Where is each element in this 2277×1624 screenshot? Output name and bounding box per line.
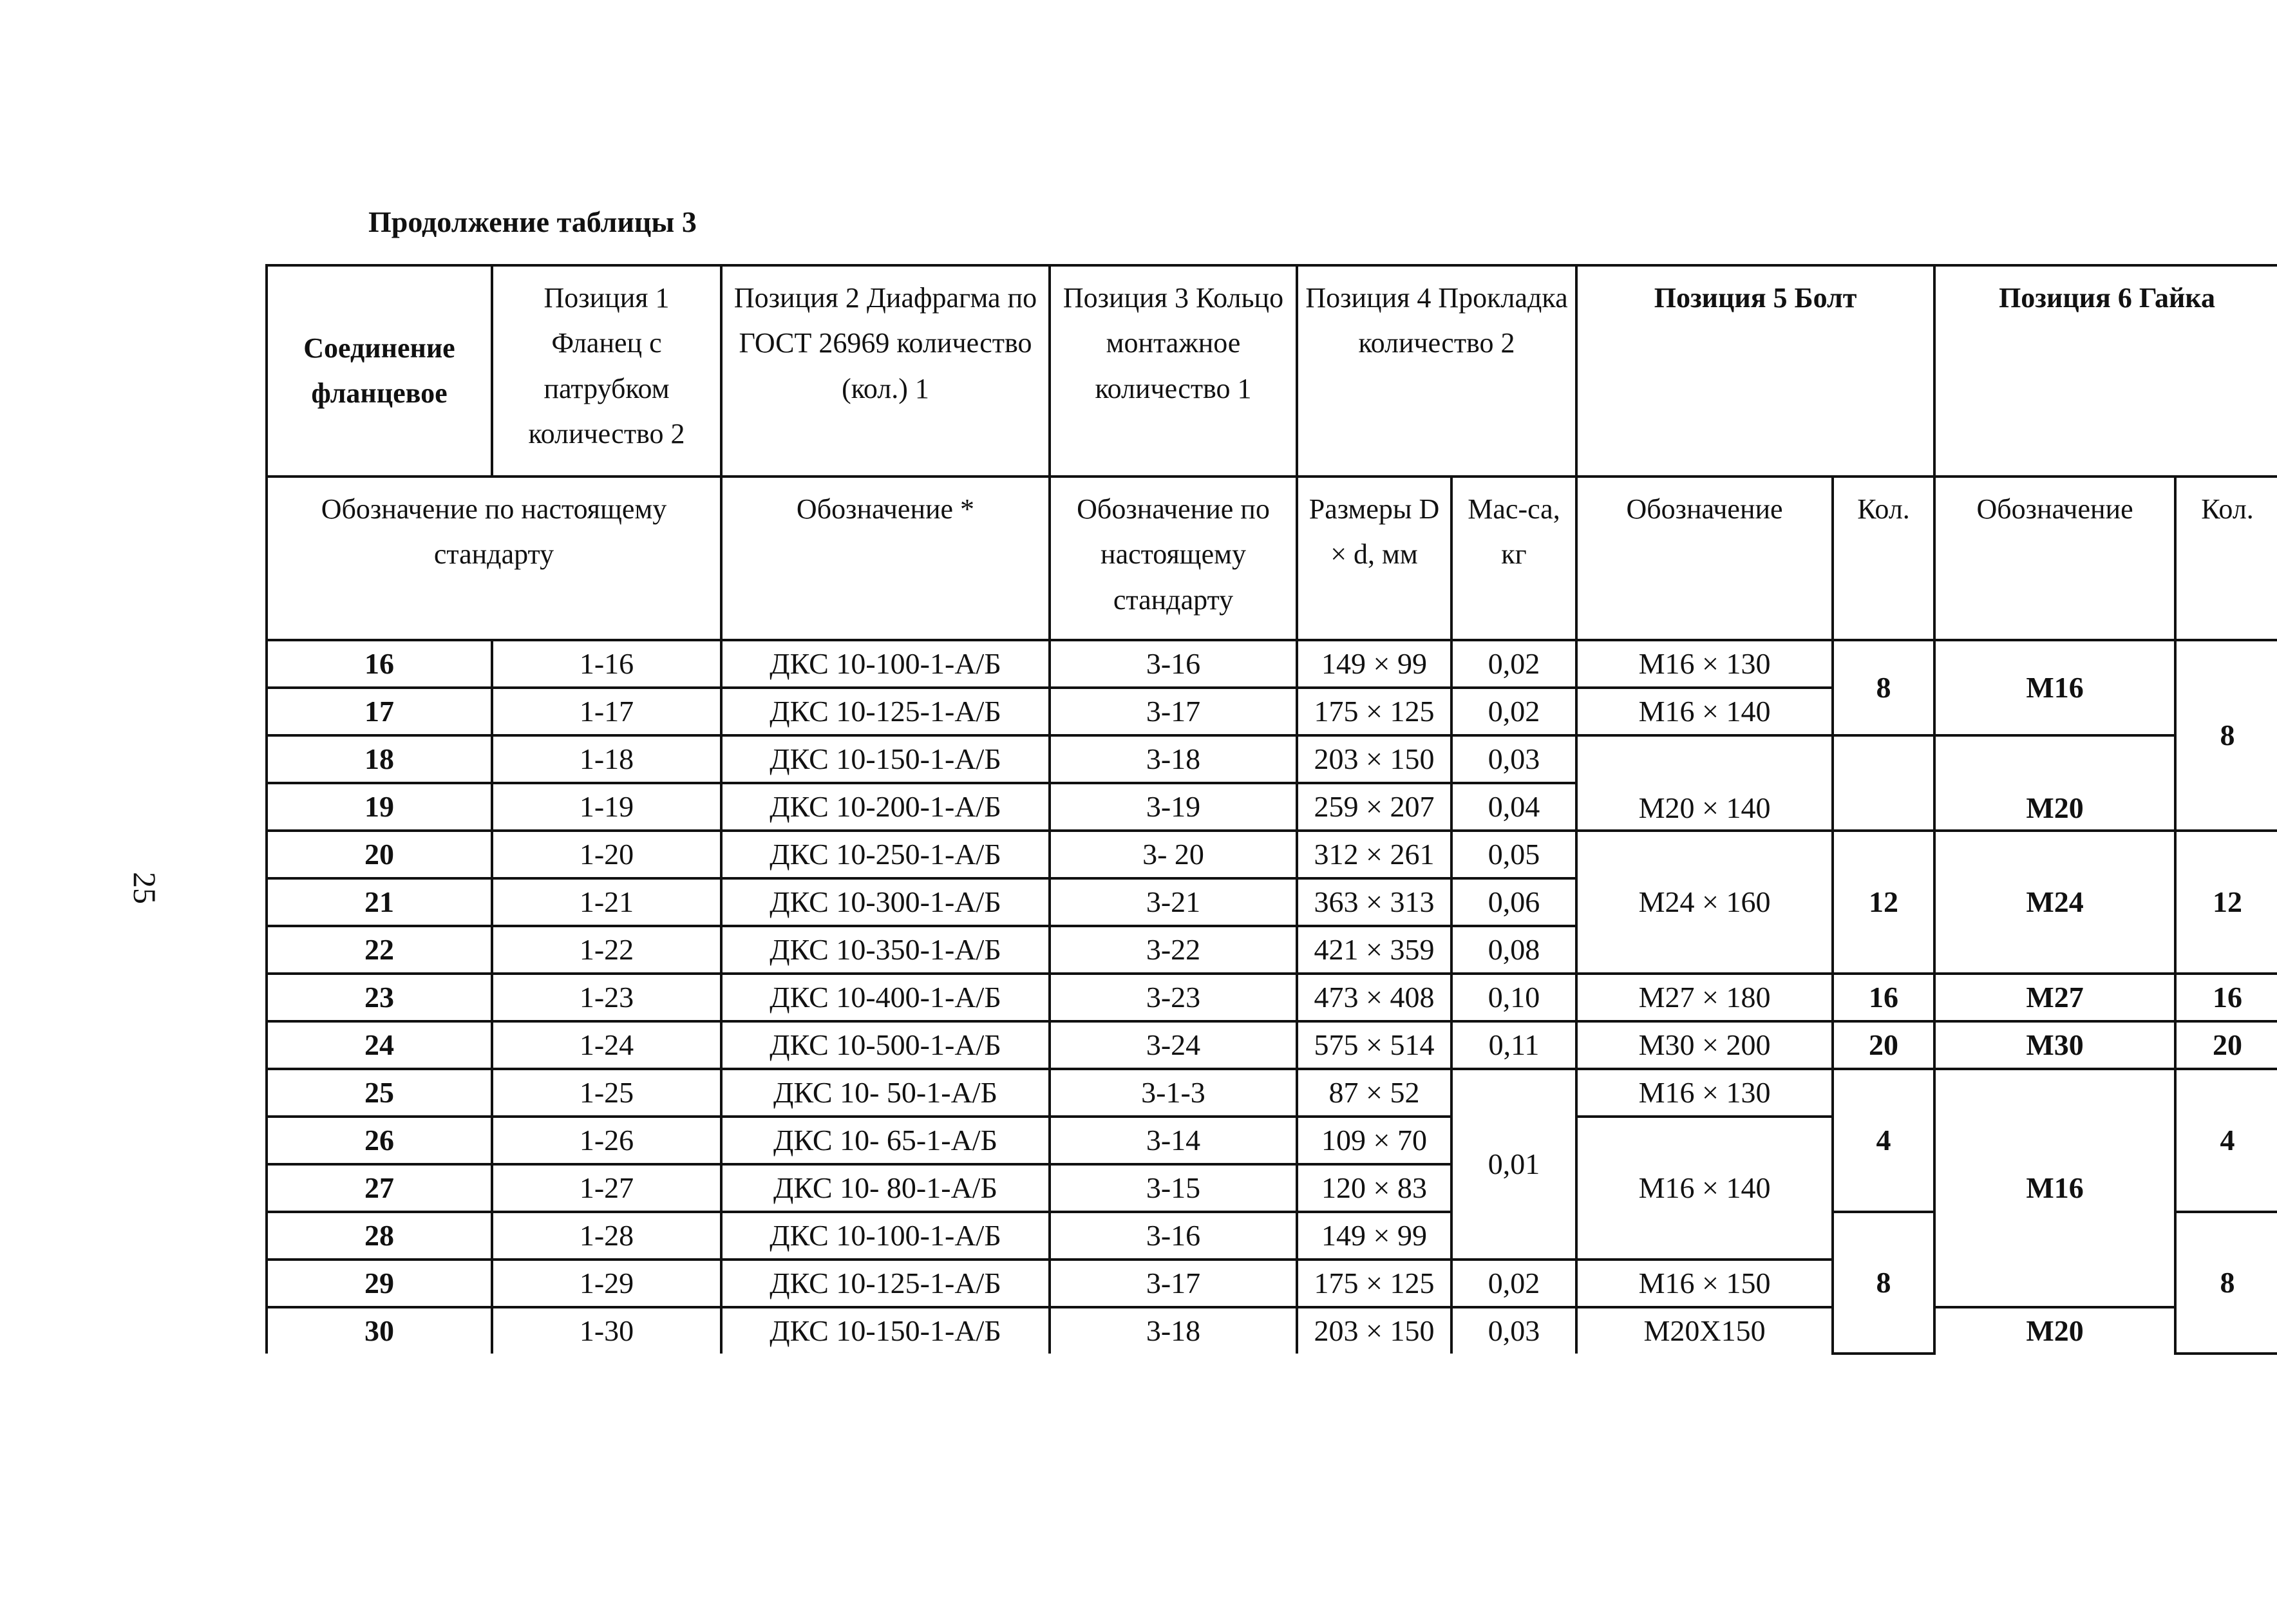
cell-mass: 0,05 [1451, 831, 1576, 878]
cell-bolt: М16 × 130 [1576, 640, 1833, 688]
cell-position-3: 3-21 [1050, 878, 1297, 926]
cell-position-1: 1-19 [492, 783, 721, 831]
cell-connection: 18 [267, 735, 492, 783]
cell-sizes: 175 × 125 [1297, 688, 1451, 735]
cell-nut: М16 [1934, 1069, 2175, 1307]
cell-position-3: 3-18 [1050, 1307, 1297, 1354]
cell-bolt: М27 × 180 [1576, 974, 1833, 1021]
cell-mass: 0,06 [1451, 878, 1576, 926]
cell-sizes: 109 × 70 [1297, 1117, 1451, 1164]
cell-position-2: ДКС 10-125-1-А/Б [721, 1260, 1050, 1307]
cell-position-1: 1-22 [492, 926, 721, 974]
header-row-2 [267, 477, 2277, 640]
cell-position-2: ДКС 10-100-1-А/Б [721, 640, 1050, 688]
cell-connection: 21 [267, 878, 492, 926]
cell-position-3: 3-19 [1050, 783, 1297, 831]
header-position-1: Позиция 1 Фланец с патрубком количество 2 [492, 265, 721, 477]
header-position-6: Позиция 6 Гайка [1934, 265, 2277, 477]
cell-position-2: ДКС 10-300-1-А/Б [721, 878, 1050, 926]
cell-bolt-quantity: 12 [1833, 831, 1934, 974]
subheader-mass: Мас-са, кг [1451, 477, 1576, 640]
cell-sizes: 149 × 99 [1297, 1212, 1451, 1260]
subheader-designation-star: Обозначение * [721, 477, 1050, 640]
cell-mass: 0,02 [1451, 688, 1576, 735]
table-row [267, 831, 2277, 878]
table-row [267, 735, 2277, 783]
cell-connection: 20 [267, 831, 492, 878]
cell-position-1: 1-21 [492, 878, 721, 926]
cell-position-1: 1-27 [492, 1164, 721, 1212]
cell-nut-quantity: 8 [2175, 640, 2277, 831]
cell-sizes: 120 × 83 [1297, 1164, 1451, 1212]
cell-position-3: 3-14 [1050, 1117, 1297, 1164]
cell-nut: М16 [1934, 640, 2175, 735]
cell-position-2: ДКС 10- 80-1-А/Б [721, 1164, 1050, 1212]
cell-nut-quantity: 16 [2175, 974, 2277, 1021]
header-position-2: Позиция 2 Диафрагма по ГОСТ 26969 количество (кол.) 1 [721, 265, 1050, 477]
cell-connection: 16 [267, 640, 492, 688]
header-row-1 [267, 265, 2277, 477]
cell-bolt-quantity: 8 [1833, 1212, 1934, 1354]
cell-position-3: 3- 20 [1050, 831, 1297, 878]
cell-bolt: М16 × 140 [1576, 688, 1833, 735]
cell-position-3: 3-17 [1050, 688, 1297, 735]
header-position-3: Позиция 3 Кольцо монтажное количество 1 [1050, 265, 1297, 477]
cell-position-2: ДКС 10-150-1-А/Б [721, 735, 1050, 783]
cell-bolt: М16 × 130 [1576, 1069, 1833, 1117]
cell-position-2: ДКС 10-500-1-А/Б [721, 1021, 1050, 1069]
table-row [267, 640, 2277, 688]
cell-nut-quantity: 20 [2175, 1021, 2277, 1069]
table-row [267, 1021, 2277, 1069]
table-row [267, 974, 2277, 1021]
cell-nut-quantity: 12 [2175, 831, 2277, 974]
cell-sizes: 175 × 125 [1297, 1260, 1451, 1307]
cell-mass: 0,03 [1451, 735, 1576, 783]
cell-sizes: 312 × 261 [1297, 831, 1451, 878]
specification-table [265, 264, 2277, 1355]
cell-connection: 17 [267, 688, 492, 735]
table-caption: Продолжение таблицы 3 [368, 205, 697, 238]
cell-sizes: 421 × 359 [1297, 926, 1451, 974]
cell-mass: 0,01 [1451, 1069, 1576, 1260]
subheader-bolt-quantity: Кол. [1833, 477, 1934, 640]
cell-sizes: 203 × 150 [1297, 1307, 1451, 1354]
cell-mass: 0,11 [1451, 1021, 1576, 1069]
subheader-designation-standard-3: Обозначение по настоящему стандарту [1050, 477, 1297, 640]
cell-mass: 0,08 [1451, 926, 1576, 974]
table-row [267, 1307, 2277, 1354]
cell-position-1: 1-24 [492, 1021, 721, 1069]
cell-position-2: ДКС 10- 50-1-А/Б [721, 1069, 1050, 1117]
cell-bolt: М20Х150 [1576, 1307, 1833, 1354]
cell-nut: М20 [1934, 735, 2175, 831]
cell-position-1: 1-26 [492, 1117, 721, 1164]
cell-sizes: 203 × 150 [1297, 735, 1451, 783]
cell-bolt-quantity [1833, 735, 1934, 831]
cell-connection: 19 [267, 783, 492, 831]
cell-bolt: М20 × 140 [1576, 735, 1833, 831]
page-number: 25 [127, 872, 163, 904]
cell-position-1: 1-18 [492, 735, 721, 783]
cell-sizes: 87 × 52 [1297, 1069, 1451, 1117]
cell-nut-quantity: 8 [2175, 1212, 2277, 1354]
cell-position-1: 1-17 [492, 688, 721, 735]
cell-position-3: 3-24 [1050, 1021, 1297, 1069]
cell-position-2: ДКС 10-200-1-А/Б [721, 783, 1050, 831]
subheader-designation-standard: Обозначение по настоящему стандарту [267, 477, 721, 640]
cell-bolt-quantity: 4 [1833, 1069, 1934, 1212]
subheader-nut-quantity: Кол. [2175, 477, 2277, 640]
header-position-4: Позиция 4 Прокладка количество 2 [1297, 265, 1576, 477]
cell-connection: 26 [267, 1117, 492, 1164]
cell-position-3: 3-15 [1050, 1164, 1297, 1212]
cell-position-1: 1-29 [492, 1260, 721, 1307]
cell-position-3: 3-16 [1050, 1212, 1297, 1260]
cell-position-1: 1-20 [492, 831, 721, 878]
cell-connection: 30 [267, 1307, 492, 1354]
cell-position-3: 3-18 [1050, 735, 1297, 783]
cell-position-1: 1-25 [492, 1069, 721, 1117]
cell-sizes: 149 × 99 [1297, 640, 1451, 688]
cell-position-3: 3-22 [1050, 926, 1297, 974]
cell-position-1: 1-28 [492, 1212, 721, 1260]
cell-position-2: ДКС 10-150-1-А/Б [721, 1307, 1050, 1354]
cell-mass: 0,02 [1451, 640, 1576, 688]
cell-mass: 0,10 [1451, 974, 1576, 1021]
cell-nut: М24 [1934, 831, 2175, 974]
cell-position-3: 3-17 [1050, 1260, 1297, 1307]
header-connection: Соединение фланцевое [267, 265, 492, 477]
cell-connection: 23 [267, 974, 492, 1021]
cell-connection: 27 [267, 1164, 492, 1212]
subheader-nut-designation: Обозначение [1934, 477, 2175, 640]
cell-connection: 22 [267, 926, 492, 974]
cell-mass: 0,03 [1451, 1307, 1576, 1354]
cell-sizes: 259 × 207 [1297, 783, 1451, 831]
cell-bolt: М16 × 140 [1576, 1117, 1833, 1260]
cell-sizes: 575 × 514 [1297, 1021, 1451, 1069]
cell-position-2: ДКС 10-250-1-А/Б [721, 831, 1050, 878]
table-row [267, 1069, 2277, 1117]
cell-bolt: М24 × 160 [1576, 831, 1833, 974]
cell-nut: М30 [1934, 1021, 2175, 1069]
cell-connection: 29 [267, 1260, 492, 1307]
cell-connection: 25 [267, 1069, 492, 1117]
cell-connection: 24 [267, 1021, 492, 1069]
cell-position-2: ДКС 10-400-1-А/Б [721, 974, 1050, 1021]
cell-mass: 0,02 [1451, 1260, 1576, 1307]
cell-position-3: 3-1-3 [1050, 1069, 1297, 1117]
cell-connection: 28 [267, 1212, 492, 1260]
cell-nut-quantity: 4 [2175, 1069, 2277, 1212]
cell-sizes: 473 × 408 [1297, 974, 1451, 1021]
cell-bolt-quantity: 16 [1833, 974, 1934, 1021]
cell-bolt-quantity: 8 [1833, 640, 1934, 735]
cell-position-3: 3-23 [1050, 974, 1297, 1021]
cell-nut: М20 [1934, 1307, 2175, 1354]
cell-position-3: 3-16 [1050, 640, 1297, 688]
cell-nut: М27 [1934, 974, 2175, 1021]
cell-sizes: 363 × 313 [1297, 878, 1451, 926]
cell-position-2: ДКС 10- 65-1-А/Б [721, 1117, 1050, 1164]
cell-position-2: ДКС 10-350-1-А/Б [721, 926, 1050, 974]
cell-bolt: М16 × 150 [1576, 1260, 1833, 1307]
subheader-bolt-designation: Обозначение [1576, 477, 1833, 640]
cell-position-1: 1-16 [492, 640, 721, 688]
cell-position-2: ДКС 10-100-1-А/Б [721, 1212, 1050, 1260]
cell-position-1: 1-30 [492, 1307, 721, 1354]
subheader-sizes: Размеры D × d, мм [1297, 477, 1451, 640]
header-position-5: Позиция 5 Болт [1576, 265, 1934, 477]
cell-bolt-quantity: 20 [1833, 1021, 1934, 1069]
cell-position-1: 1-23 [492, 974, 721, 1021]
cell-mass: 0,04 [1451, 783, 1576, 831]
cell-position-2: ДКС 10-125-1-А/Б [721, 688, 1050, 735]
cell-bolt: М30 × 200 [1576, 1021, 1833, 1069]
